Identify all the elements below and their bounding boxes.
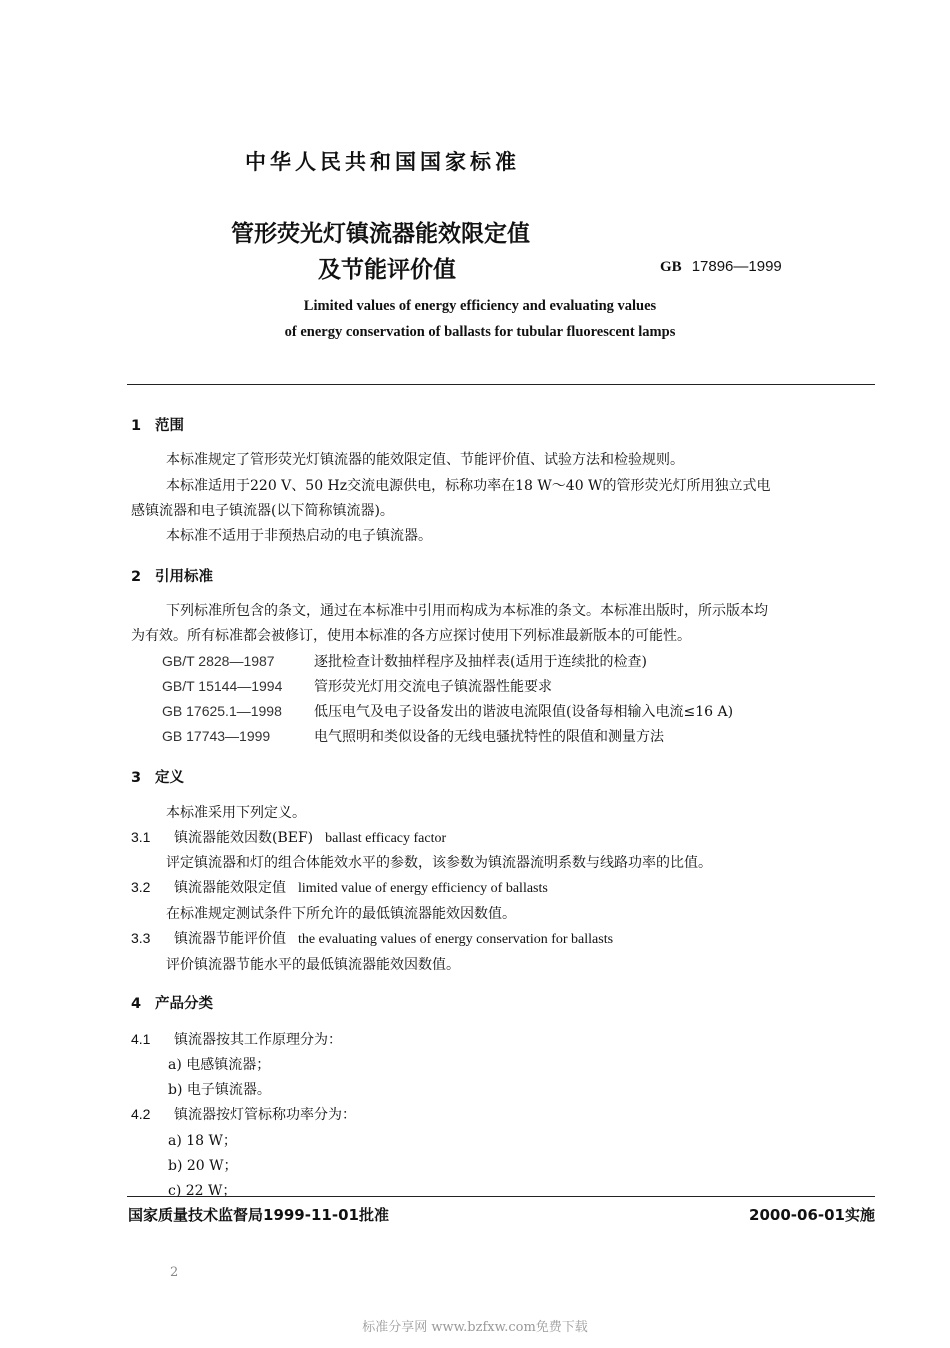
clause-number: 4.1 [131, 1031, 151, 1047]
watermark: 标准分享网 www.bzfxw.com免费下载 [362, 1320, 588, 1335]
clause-number: 4.2 [131, 1106, 151, 1122]
reference-item [162, 701, 733, 721]
country-standard-heading: 中华人民共和国国家标准 [245, 150, 520, 174]
page-number: 2 [170, 1265, 179, 1280]
clause-number: 3.3 [131, 930, 151, 946]
clause-number: 3.2 [131, 879, 151, 895]
definition-text: 评价镇流器节能水平的最低镇流器能效因数值。 [166, 957, 460, 973]
clause-text: 镇流器按灯管标称功率分为： [174, 1107, 356, 1123]
section-1-heading [131, 414, 184, 435]
standard-prefix: GB [660, 259, 682, 275]
definition-text: 评定镇流器和灯的组合体能效水平的参数，该参数为镇流器流明系数与线路功率的比值。 [166, 855, 712, 871]
section-title: 引用标准 [155, 569, 213, 585]
section-number: 2 [131, 569, 142, 585]
clause-4-2 [131, 1104, 356, 1124]
section-2-heading [131, 565, 213, 586]
section-title: 范围 [155, 418, 184, 434]
list-item: c) 22 W； [168, 1183, 237, 1199]
reference-code: GB 17625.1—1998 [162, 703, 282, 719]
definition-term: 镇流器能效因数(BEF) [174, 830, 314, 846]
standard-number [660, 257, 782, 276]
list-item: a) 电感镇流器； [168, 1057, 271, 1073]
list-item: a) 18 W； [168, 1133, 237, 1149]
standard-code: 17896—1999 [691, 258, 782, 275]
s3-intro: 本标准采用下列定义。 [166, 805, 306, 821]
clause-4-1 [131, 1029, 342, 1049]
s1-para-2b: 感镇流器和电子镇流器(以下简称镇流器)。 [131, 503, 394, 519]
reference-title: 管形荧光灯用交流电子镇流器性能要求 [314, 679, 552, 695]
footer-divider [127, 1196, 875, 1197]
section-number: 4 [131, 996, 142, 1012]
definition-term-en: limited value of energy efficiency of ballasts [298, 881, 548, 896]
s1-para-1: 本标准规定了管形荧光灯镇流器的能效限定值、节能评价值、试验方法和检验规则。 [166, 452, 684, 468]
section-title: 产品分类 [155, 996, 213, 1012]
title-en-line2: of energy conservation of ballasts for tubular fluorescent lamps [284, 324, 676, 340]
definition-heading [131, 827, 446, 847]
s2-para-1b: 为有效。所有标准都会被修订，使用本标准的各方应探讨使用下列标准最新版本的可能性。 [131, 628, 691, 644]
definition-term: 镇流器能效限定值 [174, 880, 286, 896]
definition-term-en: ballast efficacy factor [325, 831, 447, 846]
title-en-line1: Limited values of energy efficiency and evaluating values [303, 298, 657, 314]
section-4-heading [131, 992, 213, 1013]
title-cn-line2: 及节能评价值 [318, 257, 456, 283]
section-number: 3 [131, 770, 142, 786]
section-3-heading [131, 766, 184, 787]
clause-text: 镇流器按其工作原理分为： [174, 1032, 342, 1048]
reference-item [162, 651, 647, 671]
section-title: 定义 [155, 770, 184, 786]
implementation-date: 2000-06-01实施 [749, 1206, 875, 1224]
definition-term: 镇流器节能评价值 [174, 931, 286, 947]
s2-para-1a: 下列标准所包含的条文，通过在本标准中引用而构成为本标准的条文。本标准出版时，所示版本均 [166, 603, 768, 619]
list-item: b) 电子镇流器。 [168, 1082, 271, 1098]
reference-code: GB/T 2828—1987 [162, 653, 275, 669]
s1-para-2a: 本标准适用于220 V、50 Hz交流电源供电，标称功率在18 W～40 W的管形荧光灯所用独立式电 [166, 478, 771, 494]
list-item: b) 20 W； [168, 1158, 238, 1174]
reference-title: 电气照明和类似设备的无线电骚扰特性的限值和测量方法 [314, 729, 664, 745]
reference-item [162, 726, 664, 746]
definition-term-en: the evaluating values of energy conservation for ballasts [298, 932, 614, 947]
section-number: 1 [131, 418, 142, 434]
reference-item [162, 676, 552, 696]
title-cn-line1: 管形荧光灯镇流器能效限定值 [231, 221, 530, 247]
s1-para-3: 本标准不适用于非预热启动的电子镇流器。 [166, 528, 432, 544]
clause-number: 3.1 [131, 829, 151, 845]
reference-title: 低压电气及电子设备发出的谐波电流限值(设备每相输入电流≤16 A) [314, 704, 734, 720]
header-divider [127, 384, 875, 385]
issue-date: 国家质量技术监督局1999-11-01批准 [128, 1206, 389, 1224]
reference-code: GB 17743—1999 [162, 728, 271, 744]
definition-text: 在标准规定测试条件下所允许的最低镇流器能效因数值。 [166, 906, 516, 922]
definition-heading [131, 877, 548, 897]
reference-title: 逐批检查计数抽样程序及抽样表(适用于连续批的检查) [314, 654, 647, 670]
reference-code: GB/T 15144—1994 [162, 678, 283, 694]
definition-heading [131, 928, 613, 948]
